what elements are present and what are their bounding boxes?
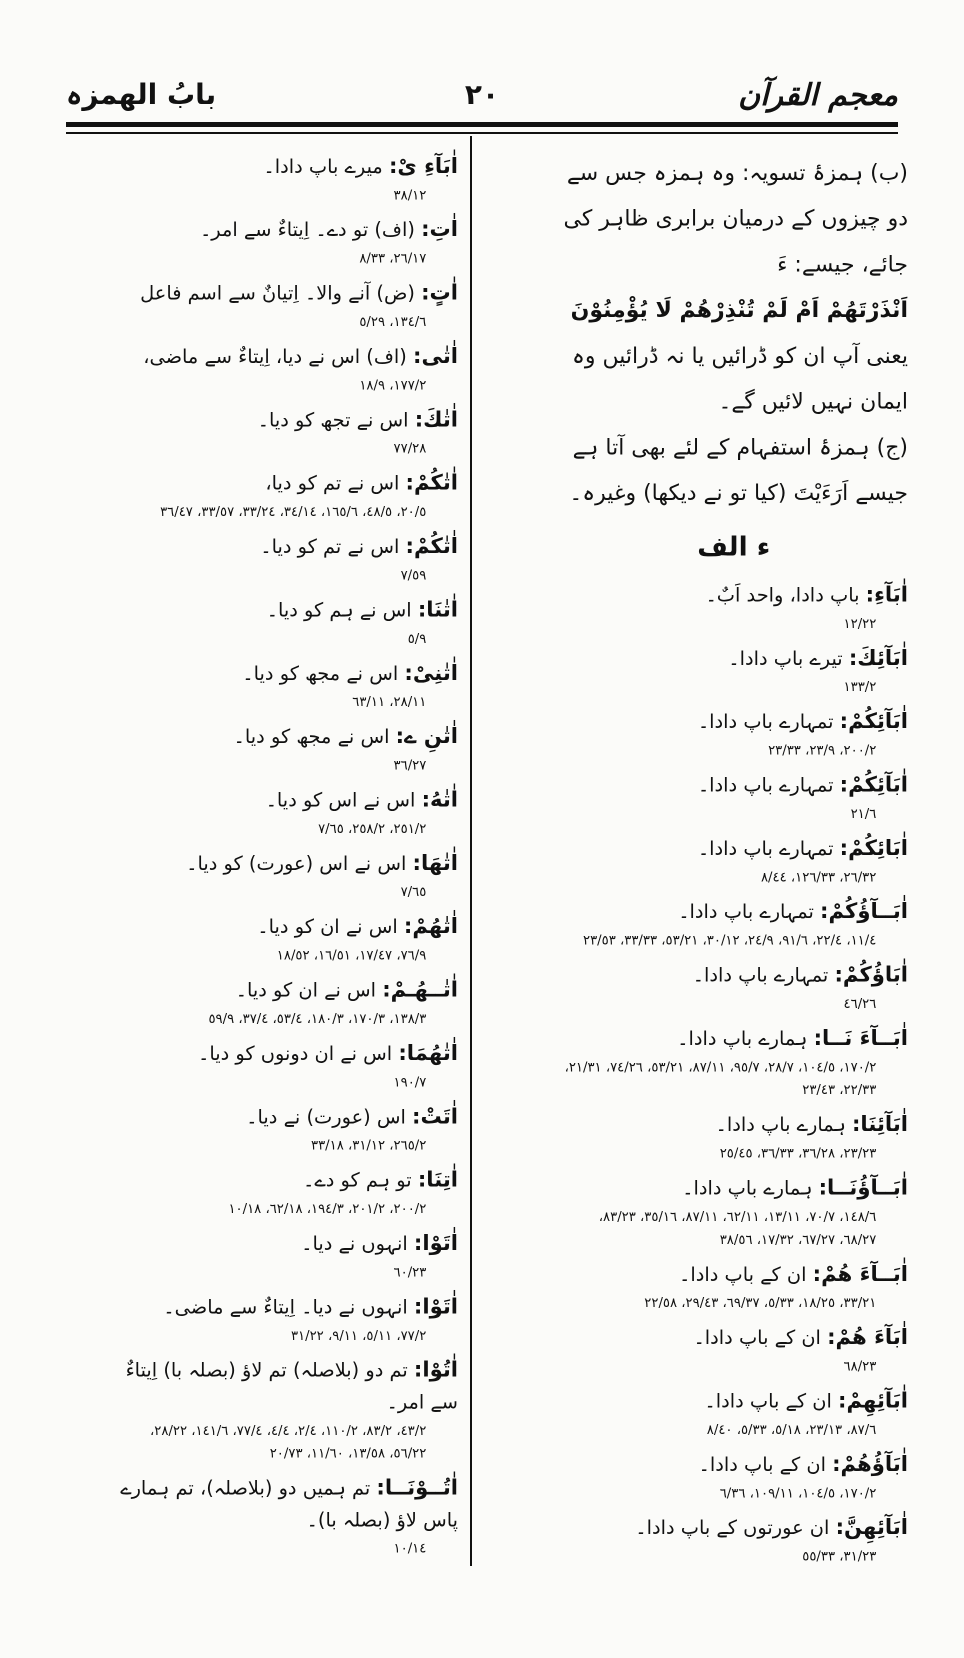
entry-line	[117, 1100, 458, 1133]
entry-line	[117, 1354, 458, 1419]
entry-references: ٤٦/٢٦	[843, 995, 877, 1012]
dictionary-entry	[117, 403, 458, 459]
page-number: ٢٠	[464, 78, 500, 111]
entry-definition: ہمارے باپ دادا۔	[715, 1114, 846, 1137]
entry-line	[560, 959, 908, 992]
entry-headword: اٰتٰهُمَا:	[398, 1040, 458, 1066]
entry-definition: تیرے باپ دادا۔	[728, 648, 843, 671]
entry-headword: اٰبَآئِهِمْ:	[838, 1388, 908, 1413]
entry-line	[560, 1022, 908, 1055]
entry-headword: اٰتُــوْنَــا:	[376, 1475, 458, 1500]
entry-list	[560, 579, 908, 1568]
entry-references: ١٢/٢٢	[843, 615, 877, 632]
entry-line	[560, 1385, 908, 1418]
entry-headword: اٰبَاؤُكُمْ:	[834, 962, 908, 987]
entry-references: ٢٦/٣٢، ١٢٦/٣٣، ٨/٤٤	[760, 868, 877, 885]
entry-headword: اٰتٰهُ:	[421, 787, 458, 812]
entry-definition: تمہارے باپ دادا۔	[697, 711, 834, 734]
intro-text	[560, 150, 908, 516]
dictionary-entry	[560, 579, 908, 635]
entry-definition: اس نے ہم کو دیا۔	[266, 599, 412, 622]
entry-definition: ان کے باپ دادا۔	[693, 1327, 821, 1350]
dictionary-entry	[560, 1022, 908, 1101]
entry-headword: اٰتٰكُمْ:	[405, 533, 458, 559]
entry-definition: اس نے ان کو دیا۔	[235, 979, 377, 1002]
entry-references: ٥/٩	[407, 630, 427, 647]
dictionary-entry	[117, 910, 458, 966]
entry-references: ١٣٣/٢	[843, 678, 877, 695]
entry-headword: اٰبَــآءَ نَــا:	[813, 1025, 908, 1051]
entry-line	[560, 1108, 908, 1141]
dictionary-entry	[560, 1385, 908, 1441]
entry-headword: اٰتُوْا:	[413, 1357, 458, 1382]
entry-headword: اٰتَوْا:	[413, 1294, 458, 1319]
entry-definition: تمہارے باپ دادا۔	[678, 901, 814, 924]
page-header	[66, 74, 898, 122]
entry-definition: اس نے مجھ کو دیا۔	[233, 726, 390, 749]
entry-line	[560, 579, 908, 612]
entry-line	[117, 1037, 458, 1070]
entry-references: ٣٦/٢٧	[393, 757, 427, 774]
entry-references: ٢٦/١٧، ٨/٣٣	[359, 250, 427, 267]
entry-references: ١٧٧/٢، ١٨/٩	[359, 377, 427, 393]
entry-references: ٧/٥٩	[400, 567, 427, 583]
entry-definition: تمہارے باپ دادا۔	[692, 964, 829, 987]
dictionary-entry	[117, 720, 458, 776]
entry-headword: اٰتٰنِ ے:	[395, 723, 458, 749]
entry-definition: انہوں نے دیا۔	[301, 1233, 408, 1256]
entry-definition: اس نے اس (عورت) کو دیا۔	[186, 853, 407, 876]
entry-definition: تمہارے باپ دادا۔	[697, 774, 834, 797]
entry-references: ٢١/٦	[850, 805, 877, 822]
entry-line	[560, 642, 908, 675]
entry-references: ١٣٨/٣، ١٧٠/٣، ١٨٠/٣، ٥٣/٤، ٣٧/٤، ٥٩/٩	[208, 1010, 427, 1027]
entry-references: ٢٣/٢٣، ٣٦/٢٨، ٣٦/٣٣، ٢٥/٤٥	[719, 1145, 877, 1162]
left-column	[117, 150, 458, 1567]
dictionary-entry	[117, 340, 458, 396]
entry-references: ٣١/٢٣، ٥٥/٣٣	[802, 1548, 877, 1565]
entry-references: ١٧٠/٢، ١٠٤/٥، ٢٨/٧، ٩٥/٧، ٨٧/١١، ٥٣/٢١، ٧٤/٢٦، ٢١/٣١، ٢٢/٣٣، ٢٣/٤٣	[564, 1059, 877, 1098]
dictionary-entry	[117, 847, 458, 903]
entry-definition: اس نے تم کو دیا۔	[260, 536, 400, 559]
entry-line	[560, 705, 908, 738]
dictionary-entry	[117, 974, 458, 1030]
dictionary-entry	[117, 1100, 458, 1156]
entry-line	[117, 340, 458, 373]
dictionary-entry	[560, 642, 908, 698]
entry-list	[117, 150, 458, 1560]
entry-definition: (اف) تو دے۔ اِیتاءٌ سے امر۔	[199, 219, 415, 242]
entry-definition: ان کے باپ دادا۔	[698, 1454, 826, 1477]
entry-headword: اٰتٰهُمْ:	[403, 913, 458, 939]
entry-line	[560, 1258, 908, 1291]
entry-line	[117, 150, 458, 183]
entry-headword: اٰتٰكُمْ:	[405, 470, 458, 495]
entry-references: ٦٨/٢٣	[843, 1358, 877, 1375]
dictionary-entry	[560, 832, 908, 888]
dictionary-entry	[117, 1472, 458, 1560]
entry-headword: اٰبَــآؤُكُمْ:	[820, 898, 908, 924]
dictionary-entry	[560, 1108, 908, 1164]
entry-definition: اس نے مجھ کو دیا۔	[242, 663, 399, 686]
entry-line	[560, 769, 908, 802]
entry-headword: اٰتٰنَا:	[417, 597, 458, 622]
dictionary-entry	[560, 769, 908, 825]
entry-definition: تم دو (بلاصلہ) تم لاؤ (بصلہ با) اِیتاءٌ سے امر۔	[125, 1360, 458, 1414]
dictionary-entry	[117, 657, 458, 713]
header-rule-thin	[66, 132, 898, 134]
entry-line	[117, 277, 458, 310]
entry-headword: اٰتِ:	[421, 216, 458, 242]
entry-definition: (اف) اس نے دیا، اِیتاءٌ سے ماضی،	[143, 346, 407, 369]
dictionary-entry	[560, 959, 908, 1015]
entry-references: ١٣٤/٦، ٥/٢٩	[359, 313, 427, 330]
entry-definition: تم ہمیں دو (بلاصلہ)، تم ہمارے پاس لاؤ (بصلہ با)۔	[120, 1477, 458, 1532]
entry-headword: اٰبَآءِ یْ:	[388, 153, 458, 179]
intro-paragraph: (ب) ہمزۂ تسویہ: وہ ہمزہ جس سے دو چیزوں کے درمیان برابری ظاہر کی جائے، جیسے: ءَ	[563, 159, 908, 277]
dictionary-entry	[117, 277, 458, 333]
entry-definition: اس نے تم کو دیا،	[265, 472, 400, 495]
entry-definition: میرے باپ دادا۔	[263, 156, 383, 179]
entry-references: ٧٧/٢٨	[393, 440, 427, 457]
entry-headword: اٰبَآئِنَا:	[851, 1111, 908, 1137]
entry-headword: اٰتٰــهُـمْ:	[382, 977, 458, 1002]
entry-definition: ان کے باپ دادا۔	[679, 1264, 807, 1287]
entry-line	[560, 832, 908, 865]
entry-headword: اٰبَآئِهِنَّ:	[835, 1514, 908, 1540]
entry-headword: اٰتٰكَ:	[414, 406, 458, 432]
entry-line	[117, 974, 458, 1007]
chapter-title: بابُ الهمزہ	[66, 78, 217, 111]
intro-paragraph: یعنی آپ ان کو ڈرائیں یا نہ ڈرائیں وہ ایمان نہیں لائیں گے۔	[571, 342, 908, 414]
entry-definition: انہوں نے دیا۔ اِیتاءٌ سے ماضی۔	[163, 1296, 408, 1319]
entry-definition: ان عورتوں کے باپ دادا۔	[635, 1517, 830, 1540]
entry-headword: اٰتٍ:	[421, 280, 458, 305]
entry-headword: اٰبَآئِكَ:	[848, 645, 908, 671]
section-title: ء الف	[697, 531, 771, 563]
entry-definition: اس نے تجھ کو دیا۔	[257, 409, 409, 432]
entry-definition: اس نے ان کو دیا۔	[257, 916, 398, 939]
entry-line	[117, 403, 458, 436]
dictionary-entry	[560, 1448, 908, 1504]
entry-line	[117, 1164, 458, 1197]
header-rule-thick	[66, 122, 898, 127]
dictionary-entry	[117, 530, 458, 586]
entry-headword: اٰبَائِكُمْ:	[839, 835, 908, 861]
entry-line	[117, 847, 458, 880]
dictionary-entry	[560, 1321, 908, 1377]
dictionary-entry	[117, 784, 458, 840]
dictionary-entry	[117, 1037, 458, 1093]
entry-headword: اٰتٰهَا:	[412, 850, 458, 876]
dictionary-entry	[117, 1354, 458, 1465]
entry-references: ٧٧/٢، ٥/١١، ٩/١١، ٣١/٢٢	[290, 1327, 427, 1344]
dictionary-entry	[117, 594, 458, 650]
entry-line	[117, 910, 458, 943]
entry-headword: اٰبَآءَ هُمْ:	[827, 1324, 908, 1350]
entry-references: ٣٨/١٢	[393, 186, 427, 203]
entry-references: ١٧٠/٢، ١٠٤/٥، ١٠٩/١١، ٦/٣٦	[719, 1484, 877, 1501]
entry-references: ٣٣/٢١، ١٨/٢٥، ٥/٣٣، ٦٩/٣٧، ٢٩/٤٣، ٢٢/٥٨	[644, 1294, 877, 1311]
entry-headword: اٰتِنَا:	[417, 1167, 458, 1192]
entry-definition: ان کے باپ دادا۔	[704, 1390, 832, 1413]
entry-line	[560, 1321, 908, 1354]
entry-line	[560, 895, 908, 928]
entry-line	[117, 657, 458, 690]
entry-references: ١٤٨/٦، ٧٠/٧، ١٣/١١، ٦٢/١١، ٨٧/١١، ٣٥/١٦، ٨٣/٢٣، ٦٨/٢٧، ٦٧/٢٧، ١٧/٣٢، ٣٨/٥٦	[598, 1208, 877, 1248]
entry-definition: ہمارے باپ دادا۔	[682, 1177, 813, 1200]
entry-definition: ہمارے باپ دادا۔	[677, 1028, 808, 1051]
entry-headword: اٰتٰی:	[413, 343, 458, 369]
entry-headword: اٰبَــآءَ هُمْ:	[812, 1261, 908, 1287]
entry-references: ٨٧/٦، ٢٣/١٣، ٥/١٨، ٥/٣٣، ٨/٤٠	[706, 1421, 877, 1438]
entry-line	[560, 1172, 908, 1205]
right-column	[560, 150, 908, 1575]
dictionary-entry	[117, 467, 458, 523]
entry-references: ٦٠/٢٣	[393, 1264, 427, 1280]
entry-line	[560, 1448, 908, 1481]
intro-paragraph: (ج) ہمزۂ استفہام کے لئے بھی آتا ہے جیسے اَرَءَيْتَ (کیا تو نے دیکھا) وغیرہ۔	[569, 434, 908, 506]
entry-line	[117, 1227, 458, 1260]
intro-paragraph: اَنْذَرْتَهُمْ اَمْ لَمْ تُنْذِرْهُمْ لَا يُؤْمِنُوْنَ	[570, 296, 908, 323]
entry-references: ٢٥١/٢، ٢٥٨/٢، ٧/٦٥	[318, 820, 427, 837]
entry-references: ٧/٦٥	[400, 883, 427, 900]
entry-line	[117, 1472, 458, 1537]
entry-definition: اس نے ان دونوں کو دیا۔	[198, 1043, 393, 1066]
entry-references: ٢٨/١١، ٦٣/١١	[352, 693, 427, 710]
dictionary-entry	[117, 150, 458, 206]
entry-references: ٢٦٥/٢، ٣١/١٢، ٣٣/١٨	[310, 1137, 427, 1154]
entry-headword: اٰبَآئِكُمْ:	[839, 772, 908, 797]
entry-references: ٢٠٠/٢، ٢٣/٩، ٢٣/٣٣	[768, 742, 877, 759]
entry-references: ١٩٠/٧	[393, 1074, 427, 1090]
entry-references: ٢٠/٥، ٤٨/٥، ١٦٥/٦، ٣٤/١٤، ٣٣/٢٤، ٣٣/٥٧، ٣٦/٤٧	[160, 503, 427, 520]
entry-line	[117, 530, 458, 563]
entry-definition: (ض) آنے والا۔ اِتیانٌ سے اسم فاعل	[140, 282, 415, 305]
dictionary-entry	[117, 1227, 458, 1283]
entry-headword: اٰبَآؤُهُمْ:	[832, 1451, 908, 1477]
entry-line	[117, 720, 458, 753]
column-divider	[470, 136, 472, 1566]
entry-definition: تمہارے باپ دادا۔	[697, 838, 834, 861]
entry-definition: تو ہم کو دے۔	[303, 1169, 412, 1192]
entry-references: ٧٦/٩، ١٧/٤٧، ١٦/٥١، ١٨/٥٢	[276, 947, 427, 964]
entry-line	[560, 1511, 908, 1544]
entry-line	[117, 594, 458, 627]
dictionary-entry	[117, 1164, 458, 1220]
entry-headword: اٰبَآءِ:	[865, 582, 908, 607]
entry-references: ١٠/١٤	[393, 1540, 427, 1557]
entry-headword: اٰبَــآؤُنَــا:	[818, 1175, 908, 1200]
dictionary-entry	[560, 1511, 908, 1567]
entry-references: ٢٠٠/٢، ٢٠١/٢، ١٩٤/٣، ٦٢/١٨، ١٠/١٨	[228, 1200, 427, 1217]
dictionary-entry	[117, 213, 458, 269]
dictionary-entry	[560, 895, 908, 951]
book-title: معجم القرآن	[738, 78, 898, 113]
entry-line	[117, 1290, 458, 1323]
entry-line	[117, 213, 458, 246]
entry-line	[117, 784, 458, 817]
dictionary-entry	[560, 1172, 908, 1251]
entry-headword: اٰتَوْا:	[413, 1230, 458, 1256]
entry-headword: اٰبَآئِكُمْ:	[839, 708, 908, 734]
entry-definition: اس نے اس کو دیا۔	[265, 789, 416, 812]
entry-headword: اٰتٰنِیْ:	[404, 660, 458, 686]
entry-definition: اس (عورت) نے دیا۔	[246, 1106, 406, 1129]
dictionary-entry	[560, 1258, 908, 1314]
dictionary-entry	[117, 1290, 458, 1346]
entry-line	[117, 467, 458, 500]
entry-definition: باپ دادا، واحد اَبٌ۔	[705, 584, 860, 607]
entry-headword: اٰتَتْ:	[412, 1103, 458, 1129]
entry-references: ١١/٤، ٢٢/٤، ٩١/٦، ٢٤/٩، ٣٠/١٢، ٥٣/٢١، ٣٣/٣٣، ٢٣/٥٣	[582, 932, 877, 949]
dictionary-entry	[560, 705, 908, 761]
entry-references: ٤٣/٢، ٨٣/٢، ١١٠/٢، ٢/٤، ٤/٤، ٧٧/٤، ١٤١/٦، ٢٨/٢٢، ٥٦/٢٢، ١٣/٥٨، ١١/٦٠، ٢٠/٧٣	[150, 1422, 427, 1462]
